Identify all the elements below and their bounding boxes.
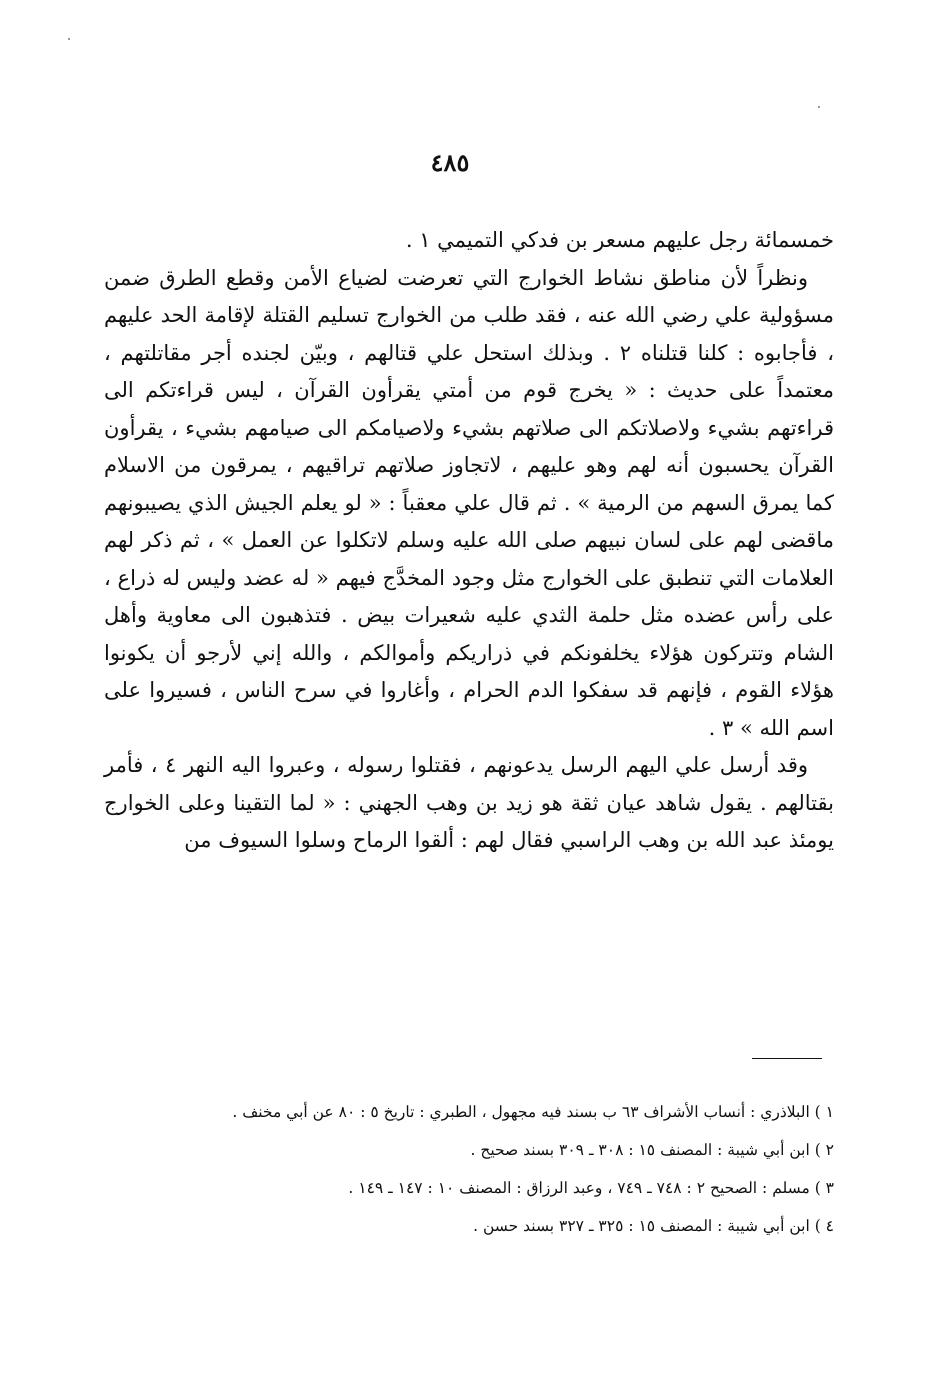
paragraph: وقد أرسل علي اليهم الرسل يدعونهم ، فقتلوا رسوله ، وعبروا اليه النهر ٤ ، فأمر بقتالهم . يقول شاهد عيان ثقة هو زيد بن وهب الجهني : « لما التقينا وعلى الخوارج يومئذ عبد الله بن وهب الراسبي فقال لهم : ألقوا الرماح وسلوا السيوف من bbox=[104, 753, 834, 852]
footnote: ٣ ) مسلم : الصحيح ٢ : ٧٤٨ ـ ٧٤٩ ، وعبد الرزاق : المصنف ١٠ : ١٤٧ ـ ١٤٩ . bbox=[348, 1179, 834, 1197]
scan-speck bbox=[68, 38, 70, 40]
paragraph: خمسمائة رجل عليهم مسعر بن فدكي التميمي ١ . bbox=[405, 228, 834, 252]
footnotes bbox=[104, 1093, 834, 1245]
scan-speck bbox=[818, 106, 820, 108]
footnote: ٢ ) ابن أبي شيبة : المصنف ١٥ : ٣٠٨ ـ ٣٠٩ بسند صحيح . bbox=[470, 1141, 834, 1159]
footnote: ١ ) البلاذري : أنساب الأشراف ٦٣ ب بسند فيه مجهول ، الطبري : تاريخ ٥ : ٨٠ عن أبي مخنف . bbox=[232, 1103, 834, 1121]
footnote-separator bbox=[752, 1058, 822, 1059]
footnote: ٤ ) ابن أبي شيبة : المصنف ١٥ : ٣٢٥ ـ ٣٢٧ بسند حسن . bbox=[473, 1217, 834, 1235]
paragraph: ونظراً لأن مناطق نشاط الخوارج التي تعرضت لضياع الأمن وقطع الطرق ضمن مسؤولية علي رضي الله عنه ، فقد طلب من الخوارج تسليم القتلة لإقامة الحد عليهم ، فأجابوه : كلنا قتلناه ٢ . وبذلك استحل علي قتالهم ، وبيّن لجنده أجر مقاتلتهم ، معتمداً على حديث : « يخرج قوم من أمتي يقرأون القرآن ، ليس قراءتكم الى قراءتهم بشيء ولاصلاتكم الى صلاتهم بشيء ولاصيامكم الى صيامهم بشيء ، يقرأون القرآن يحسبون أنه لهم وهو عليهم ، لاتجاوز صلاتهم تراقيهم ، يمرقون من الاسلام كما يمرق السهم من الرمية » . ثم قال علي معقباً : « لو يعلم الجيش الذي يصيبونهم ماقضى لهم على لسان نبيهم صلى الله عليه وسلم لاتكلوا عن العمل » ، ثم ذكر لهم العلامات التي تنطبق على الخوارج مثل وجود المخدَّج فيهم « له عضد وليس له ذراع ، على رأس عضده مثل حلمة الثدي عليه شعيرات بيض . فتذهبون الى معاوية وأهل الشام وتتركون هؤلاء يخلفونكم في ذراريكم وأموالكم ، والله إني لأرجو أن يكونوا هؤلاء القوم ، فإنهم قد سفكوا الدم الحرام ، وأغاروا في سرح الناس ، فسيروا على اسم الله » ٣ . bbox=[104, 265, 834, 740]
body-text bbox=[104, 222, 834, 860]
page-number: ٤٨٥ bbox=[430, 148, 470, 177]
